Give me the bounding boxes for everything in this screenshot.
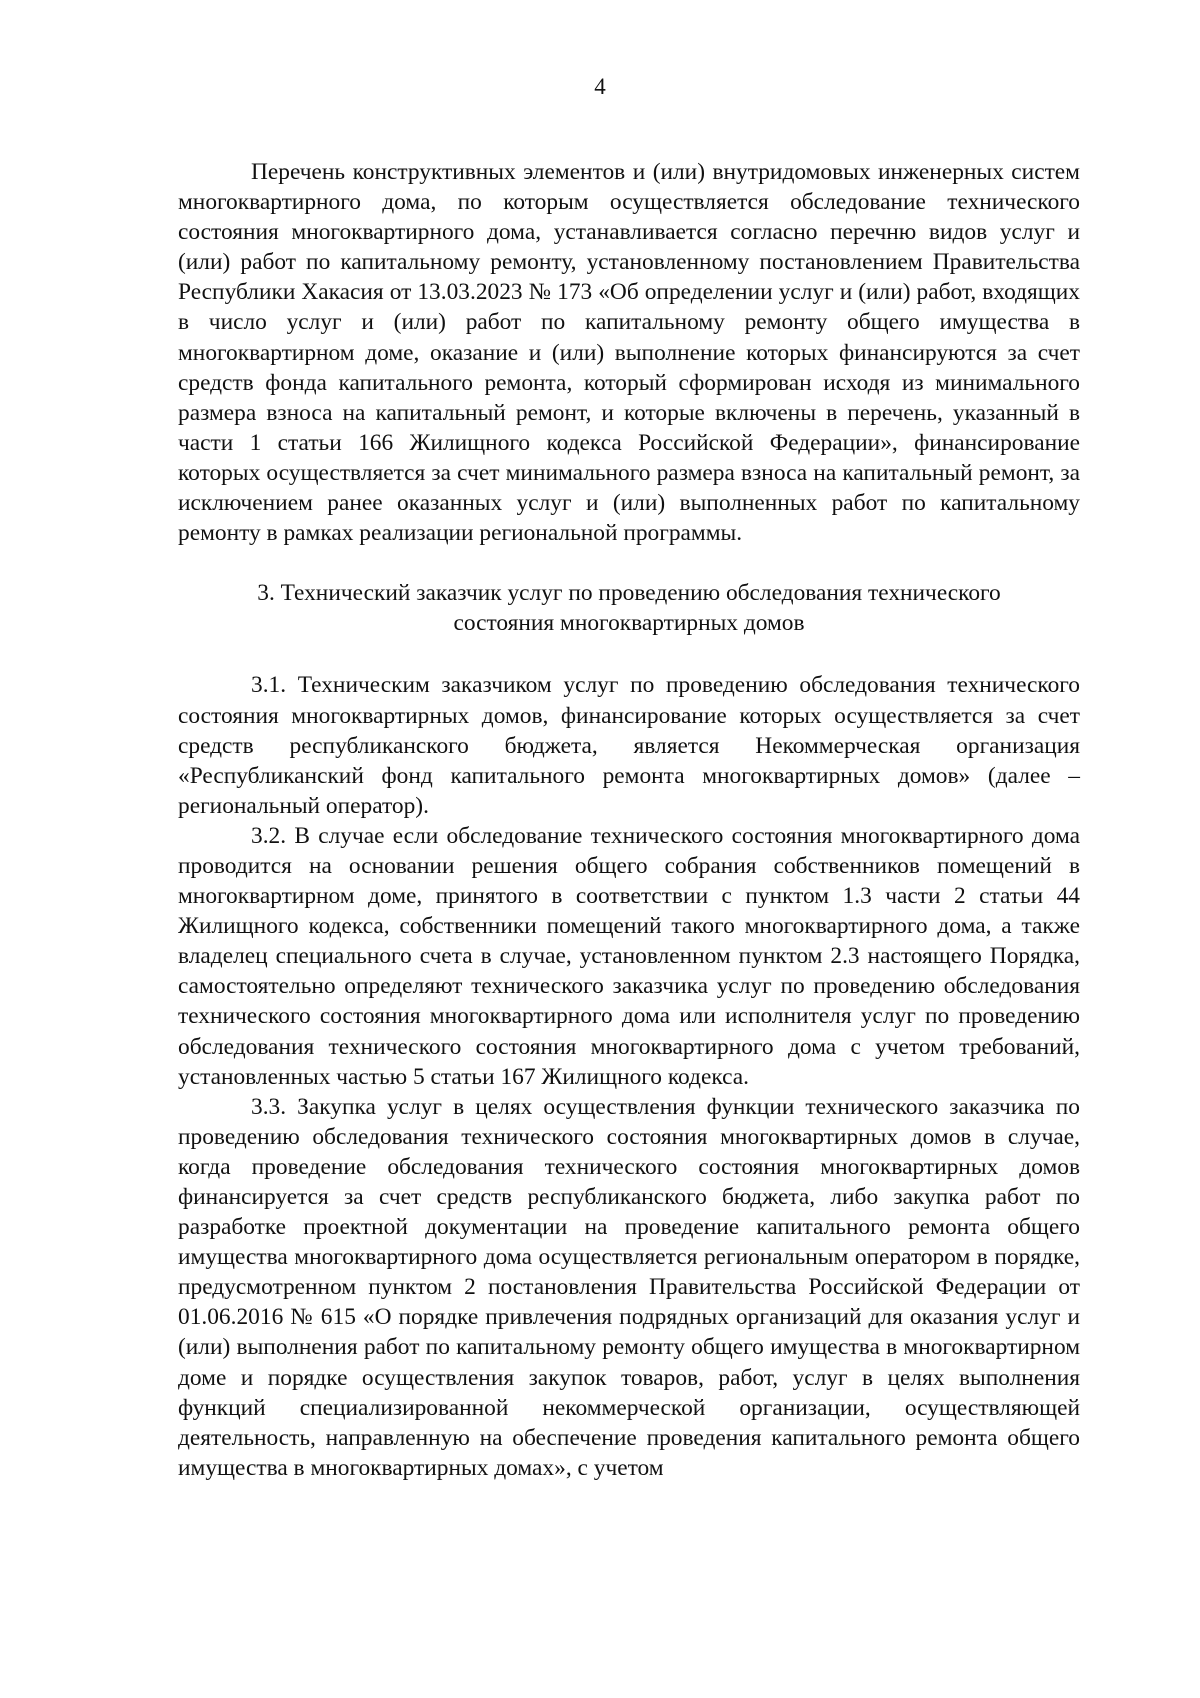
section-heading-line-2: состояния многоквартирных домов xyxy=(453,610,805,637)
document-body xyxy=(178,157,1080,1483)
intro-paragraph: Перечень конструктивных элементов и (или) внутридомовых инженерных систем многоквартирного дома, по которым осуществляется обследование технического состояния многоквартирного дома, устанавливается согласно перечню видов услуг и (или) работ по капитальному ремонту, установленному постановлением Правительства Республики Хакасия от 13.03.2023 № 173 «Об определении услуг и (или) работ, входящих в число услуг и (или) работ по капитальному ремонту общего имущества в многоквартирном доме, оказание и (или) выполнение которых финансируются за счет средств фонда капитального ремонта, который сформирован исходя из минимального размера взноса на капитальный ремонт, и которые включены в перечень, указанный в части 1 статьи 166 Жилищного кодекса Российской Федерации», финансирование которых осуществляется за счет минимального размера взноса на капитальный ремонт, за исключением ранее оказанных услуг и (или) выполненных работ по капитальному ремонту в рамках реализации региональной программы. xyxy=(178,159,1080,547)
section-heading-line-1: 3. Технический заказчик услуг по проведению обследования технического xyxy=(257,580,1001,607)
clause-3-3: 3.3. Закупка услуг в целях осуществления функции технического заказчика по проведению обследования технического состояния многоквартирных домов в случае, когда проведение обследования технического состояния многоквартирных домов финансируется за счет средств республиканского бюджета, либо закупка работ по разработке проектной документации на проведение капитального ремонта общего имущества многоквартирного дома осуществляется региональным оператором в порядке, предусмотренном пунктом 2 постановления Правительства Российской Федерации от 01.06.2016 № 615 «О порядке привлечения подрядных организаций для оказания услуг и (или) выполнения работ по капитальному ремонту общего имущества в многоквартирном доме и порядке осуществления закупок товаров, работ, услуг в целях выполнения функций специализированной некоммерческой организации, осуществляющей деятельность, направленную на обеспечение проведения капитального ремонта общего имущества в многоквартирных домах», с учетом xyxy=(178,1093,1080,1481)
section-heading xyxy=(178,578,1080,638)
clause-3-1: 3.1. Техническим заказчиком услуг по проведению обследования технического состояния многоквартирных домов, финансирование которых осуществляется за счет средств республиканского бюджета, является Некоммерческая организация «Республиканский фонд капитального ремонта многоквартирных домов» (далее – региональный оператор). xyxy=(178,672,1080,819)
clause-3-2: 3.2. В случае если обследование технического состояния многоквартирного дома проводится на основании решения общего собрания собственников помещений в многоквартирном доме, принятого в соответствии с пунктом 1.3 части 2 статьи 44 Жилищного кодекса, собственники помещений такого многоквартирного дома, а также владелец специального счета в случае, установленном пунктом 2.3 настоящего Порядка, самостоятельно определяют технического заказчика услуг по проведению обследования технического состояния многоквартирного дома или исполнителя услуг по проведению обследования технического состояния многоквартирного дома с учетом требований, установленных частью 5 статьи 167 Жилищного кодекса. xyxy=(178,822,1080,1090)
page-number: 4 xyxy=(594,74,606,99)
